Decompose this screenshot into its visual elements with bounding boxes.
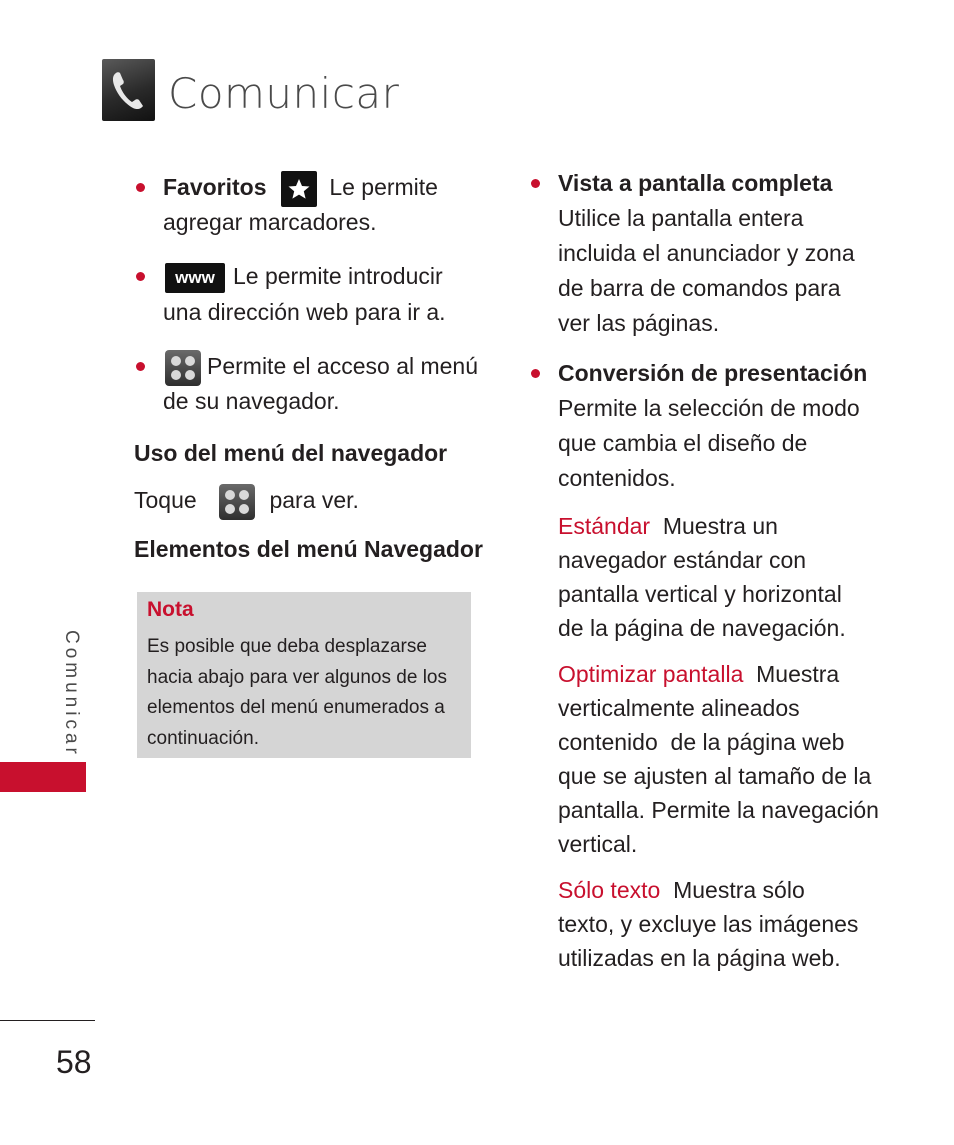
optimize-line: vertical. [558,831,638,857]
bullet-fullscreen [531,179,540,188]
footer-divider [0,1020,95,1021]
page-number: 58 [56,1044,92,1080]
textonly-line: texto, y excluye las imágenes [558,911,859,937]
note-box [137,592,471,758]
fullscreen-line: de barra de comandos para [558,275,841,301]
www-icon: www [165,263,225,293]
touch-before: Toque [134,487,197,513]
textonly-first-line [558,873,898,907]
optimize-first: Muestra [756,661,840,687]
phone-handset-icon [102,59,155,121]
optimize-line: verticalmente alineados [558,695,800,721]
conversion-line: contenidos. [558,465,676,491]
bullet-www [136,272,145,281]
favoritos-text: Le permite [329,174,438,200]
conversion-section [558,356,898,496]
conversion-line: Permite la selección de modo [558,395,860,421]
star-icon [281,171,317,207]
menu-line1 [165,349,478,386]
textonly-term: Sólo texto [558,877,661,903]
elements-heading: Elementos del menú Navegador [134,536,483,562]
note-line: continuación. [147,727,259,749]
touch-after: para ver. [269,487,359,513]
bullet-menu [136,362,145,371]
standard-first: Muestra un [662,513,778,539]
standard-term: Estándar [558,513,651,539]
favoritos-label: Favoritos [163,174,267,200]
textonly-line: utilizadas en la página web. [558,945,841,971]
optimize-line: pantalla. Permite la navegación [558,797,879,823]
textonly-section [558,873,898,975]
favoritos-line1 [163,170,438,207]
conversion-title: Conversión de presentación [558,360,868,386]
fullscreen-line: ver las páginas. [558,310,720,336]
section-tab-label: Comunicar [61,630,82,758]
note-line: hacia abajo para ver algunos de los [147,666,447,688]
fullscreen-line: incluida el anunciador y zona [558,240,855,266]
optimize-section [558,657,898,861]
favoritos-line2: agregar marcadores. [163,209,377,235]
bullet-favoritos [136,183,145,192]
www-text: Le permite introducir [233,263,443,289]
note-line: elementos del menú enumerados a [147,697,445,718]
note-text [147,632,467,754]
menu-text: Permite el acceso al menú [207,353,479,379]
optimize-line: que se ajusten al tamaño de la [558,763,872,789]
standard-line: de la página de navegación. [558,615,846,641]
fullscreen-title: Vista a pantalla completa [558,170,833,196]
www-line2: una dirección web para ir a. [163,299,446,325]
menu-line2: de su navegador. [163,388,340,414]
bullet-conversion [531,369,540,378]
standard-line: pantalla vertical y horizontal [558,581,842,607]
standard-first-line [558,509,898,543]
fullscreen-line: Utilice la pantalla entera [558,205,804,231]
note-title: Nota [147,598,194,621]
textonly-first: Muestra sólo [673,877,805,903]
optimize-term: Optimizar pantalla [558,661,744,687]
touch-line [134,483,359,520]
note-line: Es posible que deba desplazarse [147,636,427,657]
conversion-line: que cambia el diseño de [558,430,808,456]
section-tab-marker [0,762,86,792]
browser-menu-icon [219,484,255,520]
optimize-line: contenido de la página web [558,729,845,755]
standard-line: navegador estándar con [558,547,807,573]
page-title: Comunicar [168,69,400,118]
optimize-first-line [558,657,898,691]
standard-section [558,509,898,645]
www-line1 [165,259,443,294]
menu-heading: Uso del menú del navegador [134,440,448,466]
browser-menu-icon [165,350,201,386]
fullscreen-section [558,166,898,341]
